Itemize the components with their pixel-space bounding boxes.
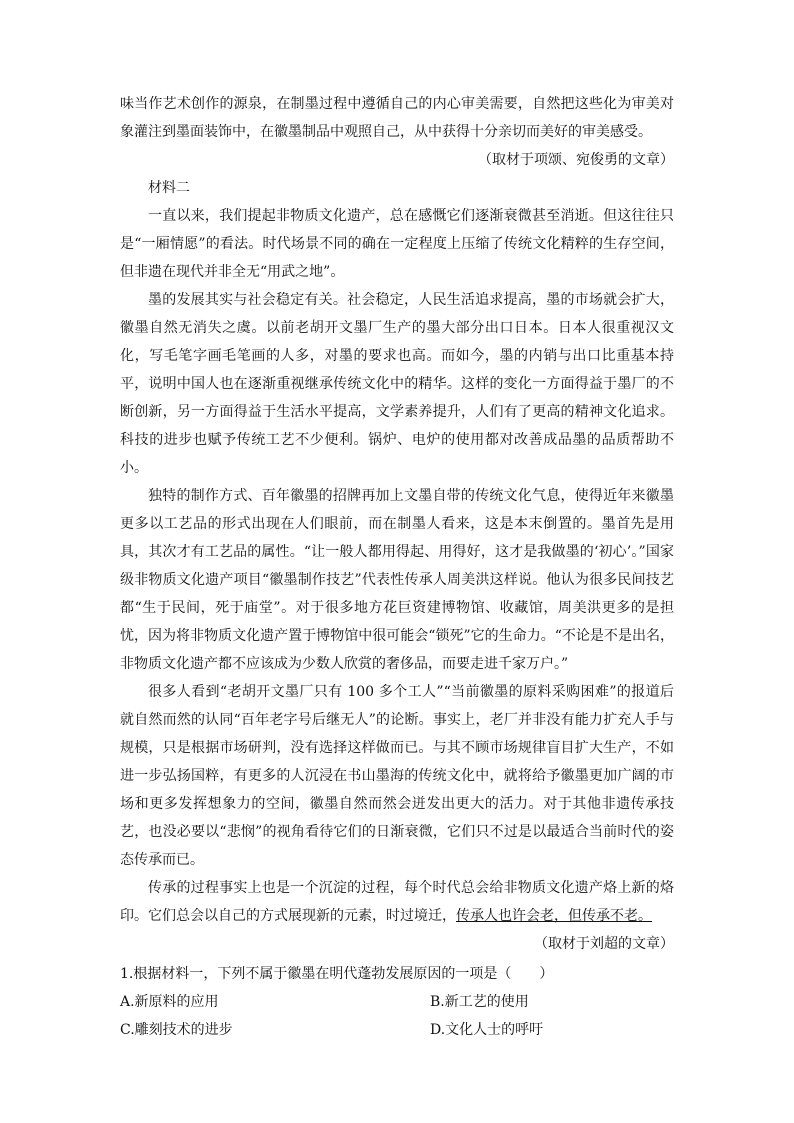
underlined-sentence: 传承人也许会老，但传承不老。	[456, 908, 652, 924]
paragraph-2: 墨的发展其实与社会稳定有关。社会稳定，人民生活追求提高，墨的市场就会扩大，徽墨自然无消失之虞。以前老胡开文墨厂生产的墨大部分出口日本。日本人很重视汉文化，写毛笔字画毛笔画的人多，对墨的要求也高。而如今，墨的内销与出口比重基本持平，说明中国人也在逐渐重视继承传统文化中的精华。这样的变化一方面得益于墨厂的不断创新，另一方面得益于生活水平提高，文学素养提升，人们有了更高的精神文化追求。科技的进步也赋予传统工艺不少便利。锅炉、电炉的使用都对改善成品墨的品质帮助不小。	[120, 292, 674, 476]
material2-heading: 材料二	[148, 180, 190, 196]
paragraph-4: 很多人看到“老胡开文墨厂只有 100 多个工人”“当前徽墨的原料采购困难”的报道后就自然而然的认同“百年老字号后继无人”的论断。事实上，老厂并非没有能力扩充人手与规模，只是根据市场研判，没有选择这样做而已。与其不顾市场规律盲目扩大生产，不如进一步弘扬国粹，有更多的人沉浸在书山墨海的传统文化中，就将给予徽墨更加广阔的市场和更多发挥想象力的空间，徽墨自然而然会迸发出更大的活力。对于其他非遗传承技艺，也没必要以“悲悯”的视角看待它们的日渐衰微，它们只不过是以最适合当前时代的姿态传承而已。	[120, 684, 674, 868]
paragraph-1: 一直以来，我们提起非物质文化遗产，总在感慨它们逐渐衰微甚至消逝。但这往往只是“一厢情愿”的看法。时代场景不同的确在一定程度上压缩了传统文化精粹的生存空间，但非遗在现代并非全无“用武之地”。	[120, 208, 674, 280]
material2-source: （取材于刘超的文章）	[534, 936, 674, 952]
option-c[interactable]: C.雕刻技术的进步	[120, 1022, 233, 1038]
paragraph-3: 独特的制作方式、百年徽墨的招牌再加上文墨自带的传统文化气息，使得近年来徽墨更多以工艺品的形式出现在人们眼前，而在制墨人看来，这是本末倒置的。墨首先是用具，其次才有工艺品的属性。“让一般人都用得起、用得好，这才是我做墨的‘初心’。”国家级非物质文化遗产项目“徽墨制作技艺”代表性传承人周美洪这样说。他认为很多民间技艺都“生于民间，死于庙堂”。对于很多地方花巨资建博物馆、收藏馆，周美洪更多的是担忧，因为将非物质文化遗产置于博物馆中很可能会“锁死”它的生命力。“不论是不是出名，非物质文化遗产都不应该成为少数人欣赏的奢侈品，而要走进千家万户。”	[120, 488, 674, 672]
option-b[interactable]: B.新工艺的使用	[430, 994, 529, 1010]
option-d[interactable]: D.文化人士的呼吁	[430, 1022, 544, 1038]
question-1: 1.根据材料一，下列不属于徽墨在明代蓬勃发展原因的一项是（ ）	[120, 966, 554, 982]
material1-source: （取材于项颂、宛俊勇的文章）	[478, 152, 674, 168]
paragraph-5	[120, 874, 674, 930]
material1-continuation: 味当作艺术创作的源泉，在制墨过程中遵循自己的内心审美需要，自然把这些化为审美对象灌注到墨面装饰中，在徽墨制品中观照自己，从中获得十分亲切而美好的审美感受。	[120, 96, 674, 140]
question-options	[120, 988, 674, 1044]
paragraph-5-text: 传承的过程事实上也是一个沉淀的过程，每个时代总会给非物质文化遗产烙上新的烙印。它们总会以自己的方式展现新的元素，时过境迁，	[120, 880, 674, 924]
option-a[interactable]: A.新原料的应用	[120, 994, 219, 1010]
